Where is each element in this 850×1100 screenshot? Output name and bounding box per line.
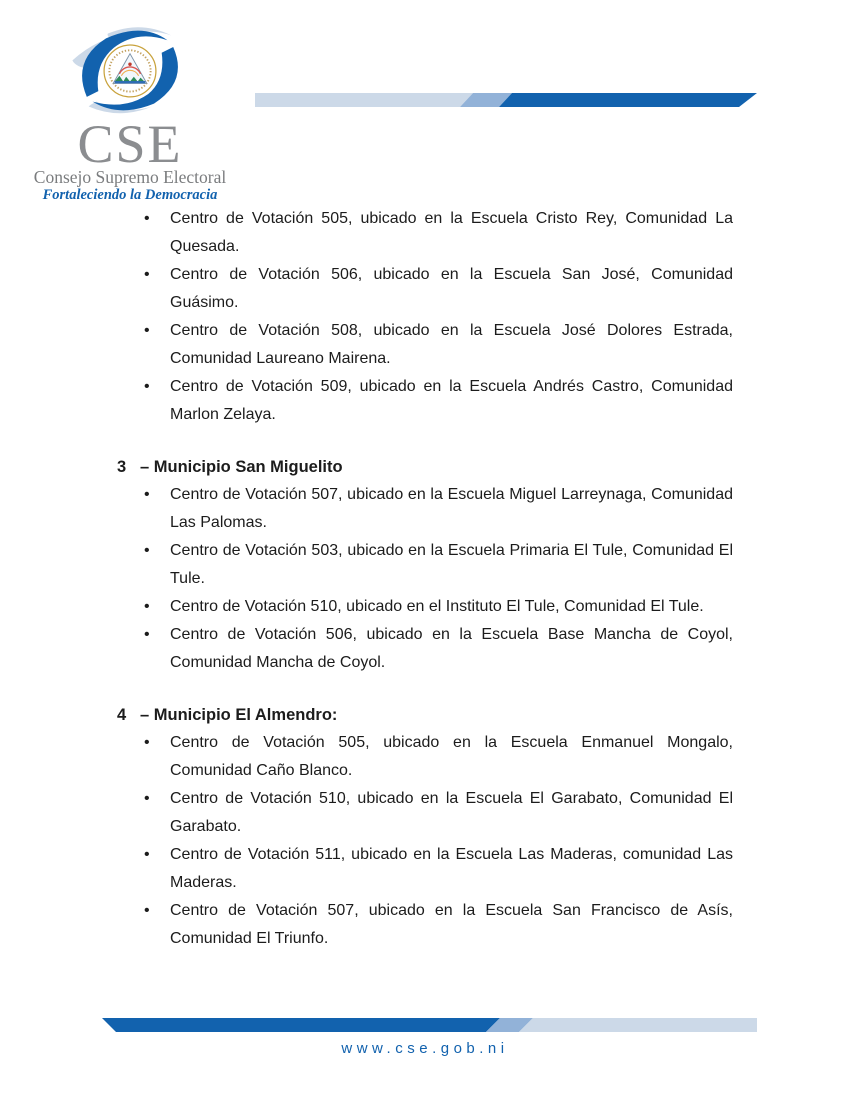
voting-center-text: • Centro de Votación 505, ubicado en la Escuela Cristo Rey, Comunidad La Quesada. (170, 210, 733, 255)
voting-center-item (117, 261, 733, 317)
cse-logo (20, 22, 240, 204)
voting-center-item (117, 205, 733, 261)
voting-center-text: • Centro de Votación 505, ubicado en la Escuela Enmanuel Mongalo, Comunidad Caño Blanco. (170, 734, 733, 779)
voting-center-list (117, 481, 733, 677)
voting-center-text: • Centro de Votación 507, ubicado en la Escuela San Francisco de Asís, Comunidad El Triunfo. (170, 902, 733, 947)
voting-center-item (117, 621, 733, 677)
voting-center-text: • Centro de Votación 506, ubicado en la Escuela San José, Comunidad Guásimo. (170, 266, 733, 311)
section-header-municipio-el-almendro (117, 701, 733, 729)
voting-center-item (117, 373, 733, 429)
voting-center-item (117, 593, 733, 621)
voting-center-item (117, 841, 733, 897)
voting-center-list (117, 205, 733, 429)
voting-center-text: • Centro de Votación 506, ubicado en la Escuela Base Mancha de Coyol, Comunidad Mancha de Coyol. (170, 626, 733, 671)
logo-org-name: Consejo Supremo Electoral (33, 167, 227, 187)
voting-center-item (117, 537, 733, 593)
voting-center-text: • Centro de Votación 507, ubicado en la Escuela Miguel Larreynaga, Comunidad Las Palomas. (170, 486, 733, 531)
voting-center-item (117, 785, 733, 841)
voting-center-list (117, 729, 733, 953)
footer-decorative-bar (100, 1018, 757, 1032)
logo-tagline: Fortaleciendo la Democracia (42, 187, 218, 203)
section-header-municipio-san-miguelito (117, 453, 733, 481)
cse-emblem-seal-icon (55, 22, 205, 118)
voting-center-text: • Centro de Votación 508, ubicado en la Escuela José Dolores Estrada, Comunidad Laureano Mairena. (170, 322, 733, 367)
header-decorative-bar (255, 93, 757, 107)
voting-center-item (117, 481, 733, 537)
document-body (117, 205, 733, 953)
section-title: – Municipio El Almendro: (140, 706, 338, 724)
voting-center-item (117, 317, 733, 373)
section-number: 3 (117, 458, 127, 476)
voting-center-item (117, 897, 733, 953)
voting-center-text: • Centro de Votación 503, ubicado en la Escuela Primaria El Tule, Comunidad El Tule. (170, 542, 733, 587)
voting-center-text: • Centro de Votación 509, ubicado en la Escuela Andrés Castro, Comunidad Marlon Zelaya. (170, 378, 733, 423)
footer-website-url: www.cse.gob.ni (341, 1040, 509, 1057)
voting-center-text: • Centro de Votación 510, ubicado en el Instituto El Tule, Comunidad El Tule. (170, 598, 704, 615)
logo-acronym: CSE (77, 114, 183, 174)
voting-center-text: • Centro de Votación 511, ubicado en la Escuela Las Maderas, comunidad Las Maderas. (170, 846, 733, 891)
voting-center-item (117, 729, 733, 785)
section-number: 4 (117, 706, 127, 724)
section-title: – Municipio San Miguelito (140, 458, 343, 476)
voting-center-text: • Centro de Votación 510, ubicado en la Escuela El Garabato, Comunidad El Garabato. (170, 790, 733, 835)
